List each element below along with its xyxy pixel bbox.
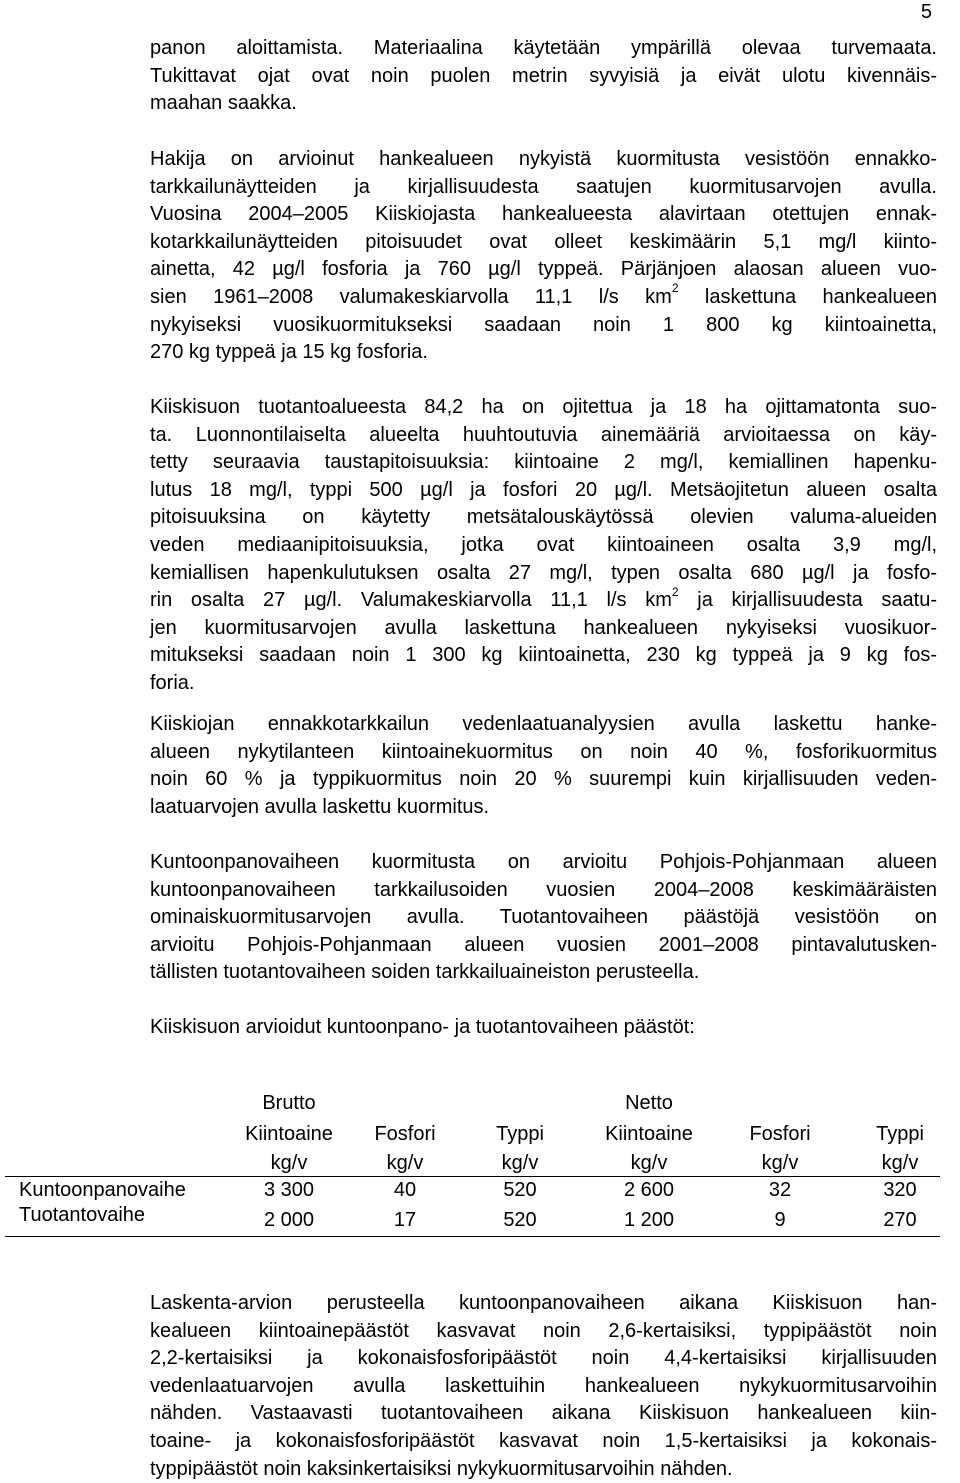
column-header: Kiintoaine <box>245 1123 333 1145</box>
text-line: laatuarvojen avulla laskettu kuormitus. <box>150 795 490 818</box>
paragraph <box>150 1014 937 1042</box>
text-line: mitukseksi saadaan noin 1 300 kg kiintoainetta, 230 kg typpeä ja 9 kg fos- <box>150 644 937 667</box>
column-header: Fosfori <box>749 1123 811 1145</box>
text-line: Vuosina 2004–2005 Kiiskiojasta hankealueesta alavirtaan otettujen ennak- <box>150 203 937 226</box>
text-line: veden mediaanipitoisuuksia, jotka ovat kiintoaineen osalta 3,9 mg/l, <box>150 533 937 556</box>
text-line: Kuntoonpanovaiheen kuormitusta on arvioitu Pohjois-Pohjanmaan alueen <box>150 851 937 873</box>
text-line: nykyiseksi vuosikuormitukseksi saadaan noin 1 800 kg kiintoainetta, <box>150 313 937 336</box>
text-line: kemiallisen hapenkulutuksen osalta 27 mg/l, typen osalta 680 µg/l ja fosfo- <box>150 561 937 584</box>
text-line: 2,2-kertaisiksi ja kokonaisfosforipäästöt noin 4,4-kertaisiksi kirjallisuuden <box>150 1347 937 1370</box>
column-unit: kg/v <box>501 1152 539 1174</box>
text-line: panon aloittamista. Materiaalina käytetään ympärillä olevaa turvemaata. <box>150 37 937 59</box>
row-label: Kuntoonpanovaihe <box>19 1179 186 1201</box>
text-line: nähden. Vastaavasti tuotantovaiheen aikana Kiiskisuon hankealueen kiin- <box>150 1402 937 1425</box>
text-line: Kiiskisuon tuotantoalueesta 84,2 ha on ojitettua ja 18 ha ojittamatonta suo- <box>150 396 937 418</box>
column-unit: kg/v <box>761 1152 799 1174</box>
column-header: Fosfori <box>374 1123 436 1145</box>
column-unit: kg/v <box>881 1152 919 1174</box>
paragraph <box>150 146 937 367</box>
table-bottom-rule <box>5 1236 940 1237</box>
superscript: 2 <box>671 584 679 599</box>
page-number: 5 <box>920 1 932 23</box>
text-line: tetty seuraavia taustapitoisuuksia: kiintoaine 2 mg/l, kemiallinen hapenku- <box>150 451 937 474</box>
text-line: Tukittavat ojat ovat noin puolen metrin syvyisiä ja eivät ulotu kivennäis- <box>150 64 937 87</box>
group-header-netto: Netto <box>625 1092 673 1114</box>
paragraph <box>150 1290 937 1483</box>
text-line: kuntoonpanovaiheen tarkkailusoiden vuosien 2004–2008 keskimääräisten <box>150 878 937 901</box>
text-line: noin 60 % ja typpikuormitus noin 20 % suurempi kuin kirjallisuuden veden- <box>150 768 937 791</box>
table-cell: 270 <box>883 1209 917 1231</box>
superscript: 2 <box>671 281 679 296</box>
table-cell: 3 300 <box>263 1179 315 1201</box>
text-line: rin osalta 27 µg/l. Valumakeskiarvolla 11,1 l/s $km^2$ ja kirjallisuudesta saatu- <box>150 584 937 612</box>
text-line: foria. <box>150 671 195 694</box>
text-line: kotarkkailunäytteiden pitoisuudet ovat olleet keskimäärin 5,1 mg/l kiinto- <box>150 230 937 253</box>
text-line: Kiiskiojan ennakkotarkkailun vedenlaatuanalyysien avulla laskettu hanke- <box>150 713 937 735</box>
table-cell: 40 <box>393 1179 417 1201</box>
column-unit: kg/v <box>630 1152 668 1174</box>
paragraph <box>150 394 937 698</box>
text-line: maahan saakka. <box>150 92 297 115</box>
text-line: toaine- ja kokonaisfosforipäästöt kasvavat noin 1,5-kertaisiksi ja kokonais- <box>150 1429 937 1452</box>
text-line: ominaiskuormitusarvojen avulla. Tuotantovaiheen päästöjä vesistöön on <box>150 906 937 929</box>
column-unit: kg/v <box>386 1152 424 1174</box>
text-line: typpipäästöt noin kaksinkertaisiksi nykykuormitusarvoihin nähden. <box>150 1457 733 1480</box>
column-header: Typpi <box>496 1123 544 1145</box>
paragraph <box>150 711 937 821</box>
table-cell: 17 <box>393 1209 417 1231</box>
table-cell: 2 600 <box>623 1179 675 1201</box>
table-cell: 520 <box>503 1209 537 1231</box>
text-line: pitoisuuksina on käytetty metsätalouskäytössä olevien valuma-alueiden <box>150 506 937 529</box>
paragraph <box>150 849 937 987</box>
text-line: kealueen kiintoainepäästöt kasvavat noin 2,6-kertaisiksi, typpipäästöt noin <box>150 1319 937 1342</box>
table-cell: 320 <box>883 1179 917 1201</box>
text-line: lutus 18 mg/l, typpi 500 µg/l ja fosfori 20 µg/l. Metsäojitetun alueen osalta <box>150 478 937 501</box>
text-line: sien 1961–2008 valumakeskiarvolla 11,1 l/s $km^2$ laskettuna hankealueen <box>150 281 938 308</box>
table-cell: 1 200 <box>623 1209 675 1231</box>
column-header: Kiintoaine <box>605 1123 693 1145</box>
text-line: Hakija on arvioinut hankealueen nykyistä kuormitusta vesistöön ennakko- <box>150 148 937 170</box>
text-line: ta. Luonnontilaiselta alueelta huuhtoutuvia ainemääriä arvioitaessa on käy- <box>150 423 937 446</box>
table-cell: 2 000 <box>263 1209 315 1231</box>
text-line: alueen nykytilanteen kiintoainekuormitus on noin 40 %, fosforikuormitus <box>150 740 937 763</box>
text-line: ainetta, 42 µg/l fosforia ja 760 µg/l typpeä. Pärjänjoen alaosan alueen vuo- <box>150 258 937 281</box>
text-line: Laskenta-arvion perusteella kuntoonpanovaiheen aikana Kiiskisuon han- <box>150 1292 937 1314</box>
column-header: Typpi <box>876 1123 924 1145</box>
group-header-brutto: Brutto <box>262 1092 316 1114</box>
table-cell: 32 <box>768 1179 792 1201</box>
text-line: 270 kg typpeä ja 15 kg fosforia. <box>150 341 428 364</box>
paragraph <box>150 35 937 118</box>
text-line: arvioitu Pohjois-Pohjanmaan alueen vuosien 2001–2008 pintavalutusken- <box>150 933 937 956</box>
row-label: Tuotantovaihe <box>19 1204 146 1226</box>
text-line: Kiiskisuon arvioidut kuntoonpano- ja tuotantovaiheen päästöt: <box>150 1016 695 1038</box>
text-line: vedenlaatuarvojen avulla laskettuihin hankealueen nykykuormitusarvoihin <box>150 1374 937 1397</box>
table-cell: 9 <box>774 1209 786 1231</box>
table-cell: 520 <box>503 1179 537 1201</box>
column-unit: kg/v <box>270 1152 308 1174</box>
text-line: tällisten tuotantovaiheen soiden tarkkailuaineiston perusteella. <box>150 961 700 984</box>
text-line: jen kuormitusarvojen avulla laskettuna hankealueen nykyiseksi vuosikuor- <box>150 616 937 639</box>
text-line: tarkkailunäytteiden ja kirjallisuudesta saatujen kuormitusarvojen avulla. <box>150 175 937 198</box>
